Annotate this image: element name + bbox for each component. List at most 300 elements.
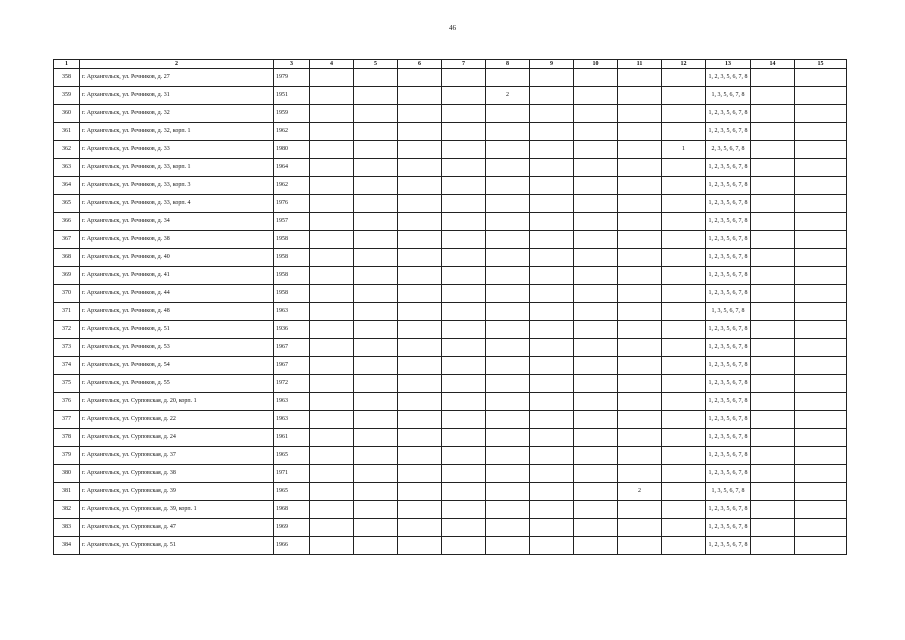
col-10-cell [574, 447, 618, 465]
col-14-cell [751, 213, 795, 231]
header-cell-4: 4 [310, 60, 354, 69]
col-9-cell [530, 303, 574, 321]
col-7-cell [442, 483, 486, 501]
col-6-cell [398, 375, 442, 393]
header-cell-15: 15 [795, 60, 847, 69]
header-cell-10: 10 [574, 60, 618, 69]
year-cell: 1958 [274, 267, 310, 285]
col-5-cell [354, 393, 398, 411]
col-9-cell [530, 213, 574, 231]
col-13-cell: 1, 2, 3, 5, 6, 7, 8 [706, 249, 751, 267]
table-row [54, 285, 847, 303]
year-cell: 1958 [274, 249, 310, 267]
col-7-cell [442, 447, 486, 465]
col-15-cell [795, 285, 847, 303]
col-12-cell [662, 465, 706, 483]
col-10-cell [574, 357, 618, 375]
address-cell: г. Архангельск, ул. Речников, д. 34 [80, 213, 274, 231]
col-15-cell [795, 267, 847, 285]
col-5-cell [354, 249, 398, 267]
col-5-cell [354, 357, 398, 375]
col-10-cell [574, 87, 618, 105]
col-12-cell [662, 249, 706, 267]
row-number-cell: 365 [54, 195, 80, 213]
col-4-cell [310, 285, 354, 303]
col-5-cell [354, 69, 398, 87]
col-8-cell [486, 105, 530, 123]
col-5-cell [354, 141, 398, 159]
year-cell: 1972 [274, 375, 310, 393]
col-12-cell [662, 429, 706, 447]
col-10-cell [574, 501, 618, 519]
col-5-cell [354, 105, 398, 123]
col-8-cell [486, 501, 530, 519]
year-cell: 1936 [274, 321, 310, 339]
col-10-cell [574, 249, 618, 267]
col-15-cell [795, 537, 847, 555]
row-number-cell: 374 [54, 357, 80, 375]
col-12-cell [662, 303, 706, 321]
table-row [54, 537, 847, 555]
col-6-cell [398, 105, 442, 123]
col-6-cell [398, 339, 442, 357]
row-number-cell: 361 [54, 123, 80, 141]
address-cell: г. Архангельск, ул. Речников, д. 44 [80, 285, 274, 303]
col-6-cell [398, 303, 442, 321]
col-15-cell [795, 483, 847, 501]
col-4-cell [310, 303, 354, 321]
col-6-cell [398, 267, 442, 285]
col-6-cell [398, 87, 442, 105]
table-row [54, 357, 847, 375]
year-cell: 1961 [274, 429, 310, 447]
table-row [54, 195, 847, 213]
col-9-cell [530, 231, 574, 249]
col-8-cell [486, 249, 530, 267]
address-cell: г. Архангельск, ул. Сурповская, д. 47 [80, 519, 274, 537]
col-12-cell [662, 411, 706, 429]
col-11-cell [618, 177, 662, 195]
col-7-cell [442, 213, 486, 231]
col-14-cell [751, 159, 795, 177]
col-11-cell [618, 105, 662, 123]
col-9-cell [530, 447, 574, 465]
address-cell: г. Архангельск, ул. Речников, д. 40 [80, 249, 274, 267]
col-5-cell [354, 123, 398, 141]
col-14-cell [751, 285, 795, 303]
col-9-cell [530, 87, 574, 105]
table-row [54, 303, 847, 321]
address-cell: г. Архангельск, ул. Сурповская, д. 20, корп. 1 [80, 393, 274, 411]
col-11-cell [618, 213, 662, 231]
year-cell: 1963 [274, 303, 310, 321]
col-12-cell [662, 339, 706, 357]
col-12-cell [662, 357, 706, 375]
col-13-cell: 1, 2, 3, 5, 6, 7, 8 [706, 159, 751, 177]
col-5-cell [354, 195, 398, 213]
col-6-cell [398, 393, 442, 411]
col-6-cell [398, 141, 442, 159]
col-7-cell [442, 357, 486, 375]
col-14-cell [751, 483, 795, 501]
col-14-cell [751, 375, 795, 393]
col-13-cell: 1, 3, 5, 6, 7, 8 [706, 303, 751, 321]
col-15-cell [795, 249, 847, 267]
address-cell: г. Архангельск, ул. Речников, д. 32, корп. 1 [80, 123, 274, 141]
row-number-cell: 364 [54, 177, 80, 195]
col-4-cell [310, 159, 354, 177]
col-10-cell [574, 267, 618, 285]
col-9-cell [530, 357, 574, 375]
col-7-cell [442, 87, 486, 105]
row-number-cell: 360 [54, 105, 80, 123]
col-14-cell [751, 141, 795, 159]
col-15-cell [795, 141, 847, 159]
table-row [54, 159, 847, 177]
col-13-cell: 1, 2, 3, 5, 6, 7, 8 [706, 501, 751, 519]
col-4-cell [310, 339, 354, 357]
col-8-cell [486, 123, 530, 141]
col-4-cell [310, 357, 354, 375]
col-11-cell [618, 447, 662, 465]
row-number-cell: 366 [54, 213, 80, 231]
col-8-cell [486, 483, 530, 501]
col-10-cell [574, 465, 618, 483]
col-14-cell [751, 411, 795, 429]
col-5-cell [354, 87, 398, 105]
col-15-cell [795, 447, 847, 465]
col-11-cell [618, 411, 662, 429]
col-4-cell [310, 537, 354, 555]
col-4-cell [310, 501, 354, 519]
col-13-cell: 1, 2, 3, 5, 6, 7, 8 [706, 411, 751, 429]
col-9-cell [530, 105, 574, 123]
col-10-cell [574, 429, 618, 447]
address-cell: г. Архангельск, ул. Речников, д. 55 [80, 375, 274, 393]
row-number-cell: 367 [54, 231, 80, 249]
col-7-cell [442, 69, 486, 87]
table-row [54, 231, 847, 249]
col-13-cell: 1, 3, 5, 6, 7, 8 [706, 483, 751, 501]
col-10-cell [574, 123, 618, 141]
col-15-cell [795, 519, 847, 537]
col-6-cell [398, 69, 442, 87]
col-12-cell [662, 375, 706, 393]
col-15-cell [795, 411, 847, 429]
address-cell: г. Архангельск, ул. Речников, д. 33, корп. 4 [80, 195, 274, 213]
col-9-cell [530, 501, 574, 519]
col-4-cell [310, 447, 354, 465]
col-4-cell [310, 177, 354, 195]
col-10-cell [574, 141, 618, 159]
col-14-cell [751, 123, 795, 141]
col-7-cell [442, 411, 486, 429]
col-11-cell [618, 429, 662, 447]
year-cell: 1979 [274, 69, 310, 87]
col-5-cell [354, 447, 398, 465]
col-4-cell [310, 393, 354, 411]
col-11-cell [618, 501, 662, 519]
row-number-cell: 379 [54, 447, 80, 465]
col-14-cell [751, 267, 795, 285]
col-12-cell [662, 159, 706, 177]
col-10-cell [574, 303, 618, 321]
col-11-cell [618, 321, 662, 339]
col-12-cell [662, 483, 706, 501]
col-7-cell [442, 375, 486, 393]
col-14-cell [751, 303, 795, 321]
col-10-cell [574, 321, 618, 339]
col-14-cell [751, 393, 795, 411]
year-cell: 1966 [274, 537, 310, 555]
col-9-cell [530, 483, 574, 501]
address-cell: г. Архангельск, ул. Речников, д. 33, корп. 1 [80, 159, 274, 177]
col-11-cell [618, 231, 662, 249]
row-number-cell: 373 [54, 339, 80, 357]
col-11-cell [618, 519, 662, 537]
col-8-cell [486, 285, 530, 303]
year-cell: 1958 [274, 231, 310, 249]
address-cell: г. Архангельск, ул. Речников, д. 51 [80, 321, 274, 339]
year-cell: 1959 [274, 105, 310, 123]
col-7-cell [442, 339, 486, 357]
col-14-cell [751, 357, 795, 375]
address-cell: г. Архангельск, ул. Сурповская, д. 51 [80, 537, 274, 555]
col-6-cell [398, 213, 442, 231]
col-14-cell [751, 87, 795, 105]
col-12-cell [662, 447, 706, 465]
table-row [54, 213, 847, 231]
col-6-cell [398, 447, 442, 465]
col-6-cell [398, 177, 442, 195]
row-number-cell: 369 [54, 267, 80, 285]
col-9-cell [530, 249, 574, 267]
col-9-cell [530, 123, 574, 141]
col-5-cell [354, 303, 398, 321]
col-8-cell [486, 447, 530, 465]
col-8-cell [486, 537, 530, 555]
col-11-cell [618, 87, 662, 105]
row-number-cell: 368 [54, 249, 80, 267]
col-7-cell [442, 465, 486, 483]
year-cell: 1957 [274, 213, 310, 231]
table-row [54, 429, 847, 447]
col-6-cell [398, 123, 442, 141]
col-7-cell [442, 519, 486, 537]
col-13-cell: 1, 2, 3, 5, 6, 7, 8 [706, 519, 751, 537]
col-4-cell [310, 105, 354, 123]
col-14-cell [751, 321, 795, 339]
col-9-cell [530, 339, 574, 357]
col-13-cell: 2, 3, 5, 6, 7, 8 [706, 141, 751, 159]
col-14-cell [751, 339, 795, 357]
page-number: 46 [449, 24, 456, 32]
table-row [54, 69, 847, 87]
address-cell: г. Архангельск, ул. Сурповская, д. 22 [80, 411, 274, 429]
row-number-cell: 380 [54, 465, 80, 483]
year-cell: 1976 [274, 195, 310, 213]
col-6-cell [398, 231, 442, 249]
year-cell: 1963 [274, 393, 310, 411]
header-row [54, 60, 847, 69]
address-cell: г. Архангельск, ул. Сурповская, д. 39, корп. 1 [80, 501, 274, 519]
col-8-cell [486, 375, 530, 393]
year-cell: 1980 [274, 141, 310, 159]
col-13-cell: 1, 2, 3, 5, 6, 7, 8 [706, 429, 751, 447]
address-cell: г. Архангельск, ул. Речников, д. 27 [80, 69, 274, 87]
row-number-cell: 363 [54, 159, 80, 177]
col-9-cell [530, 465, 574, 483]
col-7-cell [442, 429, 486, 447]
col-4-cell [310, 429, 354, 447]
table-row [54, 249, 847, 267]
col-4-cell [310, 141, 354, 159]
col-12-cell [662, 69, 706, 87]
col-6-cell [398, 321, 442, 339]
col-15-cell [795, 393, 847, 411]
col-14-cell [751, 501, 795, 519]
address-cell: г. Архангельск, ул. Речников, д. 48 [80, 303, 274, 321]
row-number-cell: 362 [54, 141, 80, 159]
row-number-cell: 372 [54, 321, 80, 339]
table-row [54, 321, 847, 339]
address-cell: г. Архангельск, ул. Речников, д. 38 [80, 231, 274, 249]
col-15-cell [795, 465, 847, 483]
row-number-cell: 376 [54, 393, 80, 411]
col-10-cell [574, 483, 618, 501]
col-15-cell [795, 321, 847, 339]
year-cell: 1962 [274, 123, 310, 141]
col-6-cell [398, 357, 442, 375]
col-9-cell [530, 375, 574, 393]
col-7-cell [442, 303, 486, 321]
row-number-cell: 377 [54, 411, 80, 429]
col-15-cell [795, 339, 847, 357]
col-11-cell [618, 195, 662, 213]
row-number-cell: 378 [54, 429, 80, 447]
buildings-table [53, 59, 847, 555]
table-row [54, 123, 847, 141]
col-11-cell [618, 303, 662, 321]
header-cell-11: 11 [618, 60, 662, 69]
col-8-cell [486, 159, 530, 177]
address-cell: г. Архангельск, ул. Сурповская, д. 38 [80, 465, 274, 483]
col-4-cell [310, 321, 354, 339]
col-5-cell [354, 285, 398, 303]
col-5-cell [354, 375, 398, 393]
col-12-cell [662, 285, 706, 303]
table-row [54, 87, 847, 105]
col-7-cell [442, 321, 486, 339]
col-6-cell [398, 483, 442, 501]
col-12-cell [662, 231, 706, 249]
year-cell: 1963 [274, 411, 310, 429]
year-cell: 1971 [274, 465, 310, 483]
col-12-cell [662, 105, 706, 123]
col-15-cell [795, 87, 847, 105]
address-cell: г. Архангельск, ул. Сурповская, д. 37 [80, 447, 274, 465]
col-15-cell [795, 195, 847, 213]
col-10-cell [574, 231, 618, 249]
col-11-cell [618, 285, 662, 303]
col-13-cell: 1, 2, 3, 5, 6, 7, 8 [706, 537, 751, 555]
col-4-cell [310, 231, 354, 249]
col-11-cell [618, 69, 662, 87]
col-15-cell [795, 303, 847, 321]
col-5-cell [354, 519, 398, 537]
table-row [54, 393, 847, 411]
col-4-cell [310, 483, 354, 501]
col-6-cell [398, 537, 442, 555]
col-8-cell [486, 213, 530, 231]
col-4-cell [310, 195, 354, 213]
col-4-cell [310, 519, 354, 537]
col-4-cell [310, 375, 354, 393]
col-7-cell [442, 231, 486, 249]
col-15-cell [795, 429, 847, 447]
col-15-cell [795, 357, 847, 375]
col-7-cell [442, 177, 486, 195]
col-14-cell [751, 519, 795, 537]
col-7-cell [442, 393, 486, 411]
col-14-cell [751, 177, 795, 195]
col-5-cell [354, 465, 398, 483]
col-8-cell [486, 357, 530, 375]
col-11-cell [618, 465, 662, 483]
year-cell: 1962 [274, 177, 310, 195]
col-5-cell [354, 339, 398, 357]
col-14-cell [751, 465, 795, 483]
col-11-cell [618, 357, 662, 375]
col-7-cell [442, 195, 486, 213]
table-row [54, 465, 847, 483]
col-14-cell [751, 105, 795, 123]
col-6-cell [398, 285, 442, 303]
col-10-cell [574, 213, 618, 231]
col-6-cell [398, 249, 442, 267]
col-13-cell: 1, 2, 3, 5, 6, 7, 8 [706, 465, 751, 483]
col-4-cell [310, 249, 354, 267]
col-6-cell [398, 195, 442, 213]
header-cell-14: 14 [751, 60, 795, 69]
row-number-cell: 381 [54, 483, 80, 501]
row-number-cell: 370 [54, 285, 80, 303]
col-11-cell [618, 267, 662, 285]
col-13-cell: 1, 2, 3, 5, 6, 7, 8 [706, 177, 751, 195]
address-cell: г. Архангельск, ул. Речников, д. 41 [80, 267, 274, 285]
col-10-cell [574, 159, 618, 177]
col-4-cell [310, 69, 354, 87]
col-5-cell [354, 177, 398, 195]
col-11-cell [618, 249, 662, 267]
address-cell: г. Архангельск, ул. Сурповская, д. 24 [80, 429, 274, 447]
col-14-cell [751, 537, 795, 555]
col-10-cell [574, 393, 618, 411]
row-number-cell: 375 [54, 375, 80, 393]
header-cell-2: 2 [80, 60, 274, 69]
table-row [54, 177, 847, 195]
col-8-cell: 2 [486, 87, 530, 105]
col-12-cell [662, 213, 706, 231]
header-cell-3: 3 [274, 60, 310, 69]
col-9-cell [530, 267, 574, 285]
header-cell-8: 8 [486, 60, 530, 69]
col-5-cell [354, 429, 398, 447]
col-8-cell [486, 141, 530, 159]
col-13-cell: 1, 2, 3, 5, 6, 7, 8 [706, 447, 751, 465]
col-13-cell: 1, 2, 3, 5, 6, 7, 8 [706, 267, 751, 285]
year-cell: 1951 [274, 87, 310, 105]
